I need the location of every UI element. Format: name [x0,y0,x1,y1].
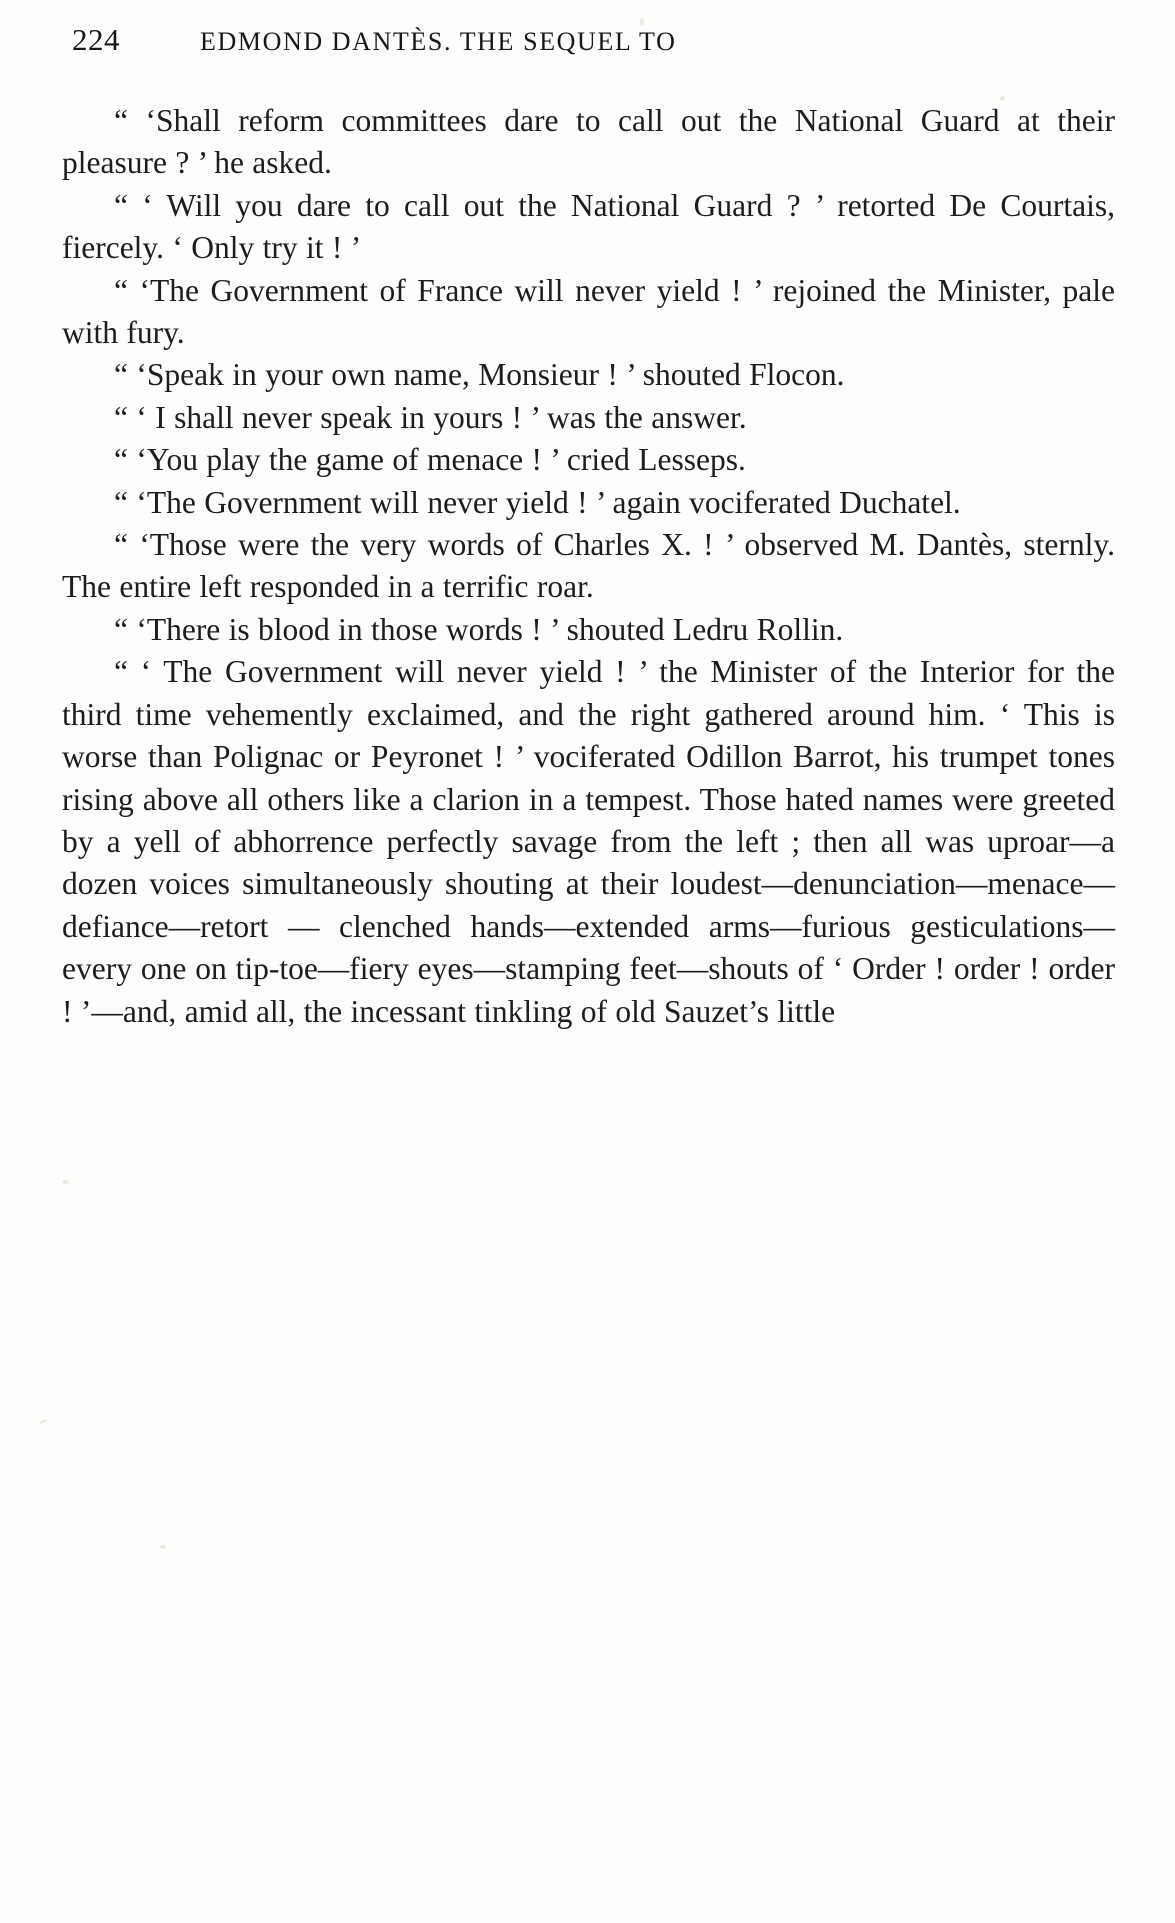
paper-speck [39,1419,48,1425]
paragraph: “ ‘ I shall never speak in yours ! ’ was the answer. [114,399,747,435]
page-number: 224 [72,22,120,57]
paragraph: “ ‘The Government of France will never yield ! ’ rejoined the Minister, pale with fury. [62,272,1115,351]
paragraph: “ ‘You play the game of menace ! ’ cried Lesseps. [114,442,746,478]
paragraph: “ ‘ The Government will never yield ! ’ the Minister of the Interior for the third time vehemently exclaimed, and the right gathered around him. ‘ This is worse than Polignac or Peyronet ! ’ vociferated Odillon Barrot, his trumpet tones rising above all others like a clarion in a tempest. Those hated names were greeted by a yell of abhorrence perfectly savage from the left ; then all was uproar—a dozen voices simultaneously shouting at their loudest—denunciation—menace—defiance—retort — clenched hands—extended arms—furious gesticulations—every one on tip-toe—fiery eyes—stamping feet—shouts of ‘ Order ! order ! order ! ’—and, amid all, the incessant tinkling of old Sauzet’s little [62,654,1115,1029]
paragraph: “ ‘Those were the very words of Charles X. ! ’ observed M. Dantès, sternly. The entire left responded in a terrific roar. [62,527,1115,605]
running-head [72,22,1103,66]
paragraph: “ ‘The Government will never yield ! ’ again vociferated Duchatel. [114,484,961,520]
paragraph: “ ‘Shall reform committees dare to call out the National Guard at their pleasure ? ’ he asked. [62,103,1115,181]
paragraph: “ ‘Speak in your own name, Monsieur ! ’ shouted Flocon. [114,357,845,393]
paper-speck [640,18,644,26]
page-body [62,100,1115,1033]
running-head-title: EDMOND DANTÈS. THE SEQUEL TO [200,27,677,56]
paper-speck [160,1545,166,1549]
paragraph: “ ‘ Will you dare to call out the National Guard ? ’ retorted De Courtais, fiercely. ‘ Only try it ! ’ [62,187,1115,266]
paragraph: “ ‘There is blood in those words ! ’ shouted Ledru Rollin. [114,611,844,647]
paper-speck [1000,96,1005,101]
paper-speck [62,1180,69,1184]
